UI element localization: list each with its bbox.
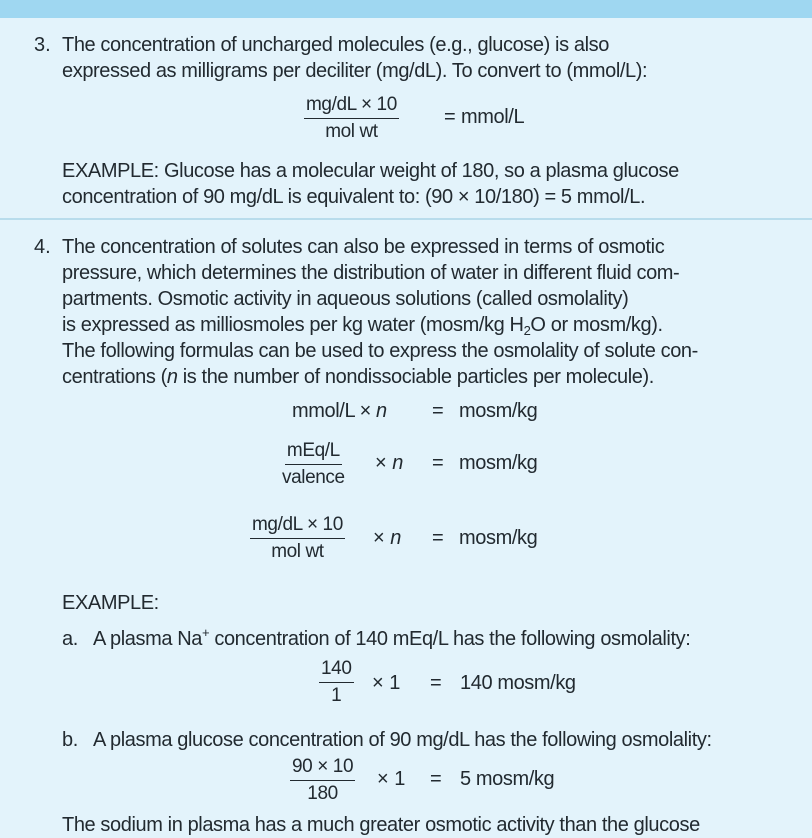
denominator: 180 <box>307 783 338 804</box>
example-b-result: 5 mosm/kg <box>460 768 555 790</box>
formula-result: mmol/L <box>461 106 525 128</box>
denominator: 1 <box>331 685 342 706</box>
example-a-text: A plasma Na+ concentration of 140 mEq/L has the following osmolality: <box>93 625 691 650</box>
formula-2-fraction <box>282 440 345 489</box>
numerator: mg/dL × 10 <box>250 514 345 539</box>
cut-off-line: The sodium in plasma has a much greater osmotic activity than the glucose <box>62 814 700 836</box>
denominator: valence <box>282 467 345 488</box>
formula-3-result: mosm/kg <box>459 527 538 549</box>
equals-sign: = <box>432 400 444 422</box>
numerator: mEq/L <box>285 440 342 465</box>
example-b-fraction <box>290 756 355 805</box>
equals-sign: = <box>432 452 444 474</box>
example-a-label: a. <box>62 628 78 650</box>
example-a-result: 140 mosm/kg <box>460 672 576 694</box>
denominator: mol wt <box>325 121 378 142</box>
formula-1-result: mosm/kg <box>459 400 538 422</box>
item-4-line-3: partments. Osmotic activity in aqueous solutions (called osmolality) <box>62 288 629 310</box>
item-3-line-2: expressed as milligrams per deciliter (mg/dL). To convert to (mmol/L): <box>62 60 648 82</box>
formula-3-fraction <box>250 514 345 563</box>
denominator: mol wt <box>271 541 324 562</box>
example-a-fraction <box>319 658 354 707</box>
item-4-line-6: centrations (n is the number of nondissociable particles per molecule). <box>62 366 654 388</box>
formula-1-lhs: mmol/L × n <box>292 400 387 422</box>
item-3-example-line-2: concentration of 90 mg/dL is equivalent to: (90 × 10/180) = 5 mmol/L. <box>62 186 646 208</box>
formula-3-multiplier: × n <box>373 527 402 549</box>
top-band <box>0 0 812 18</box>
item-4-line-2: pressure, which determines the distribution of water in different fluid com- <box>62 262 680 284</box>
equals-sign: = <box>432 527 444 549</box>
item-4-number: 4. <box>34 236 51 258</box>
item-3-fraction <box>304 94 399 143</box>
formula-2-multiplier: × n <box>375 452 404 474</box>
numerator: 140 <box>319 658 354 683</box>
example-b-label: b. <box>62 729 78 751</box>
example-a-multiplier: × 1 <box>372 672 401 694</box>
numerator: mg/dL × 10 <box>304 94 399 119</box>
item-4-line-4: is expressed as milliosmoles per kg water (mosm/kg $H_2O$ or mosm/kg). <box>62 314 663 338</box>
numerator: 90 × 10 <box>290 756 355 781</box>
item-3-example-line-1: EXAMPLE: Glucose has a molecular weight of 180, so a plasma glucose <box>62 160 679 182</box>
example-b-multiplier: × 1 <box>377 768 406 790</box>
item-3-line-1: The concentration of uncharged molecules (e.g., glucose) is also <box>62 34 609 56</box>
equals-sign: = <box>430 672 442 694</box>
example-heading: EXAMPLE: <box>62 592 159 614</box>
equals-sign: = <box>444 106 456 128</box>
example-b-text: A plasma glucose concentration of 90 mg/dL has the following osmolality: <box>93 729 712 751</box>
item-4-line-1: The concentration of solutes can also be expressed in terms of osmotic <box>62 236 665 258</box>
item-4-line-5: The following formulas can be used to express the osmolality of solute con- <box>62 340 698 362</box>
equals-sign: = <box>430 768 442 790</box>
formula-2-result: mosm/kg <box>459 452 538 474</box>
section-divider <box>0 218 812 220</box>
item-3-number: 3. <box>34 34 51 56</box>
